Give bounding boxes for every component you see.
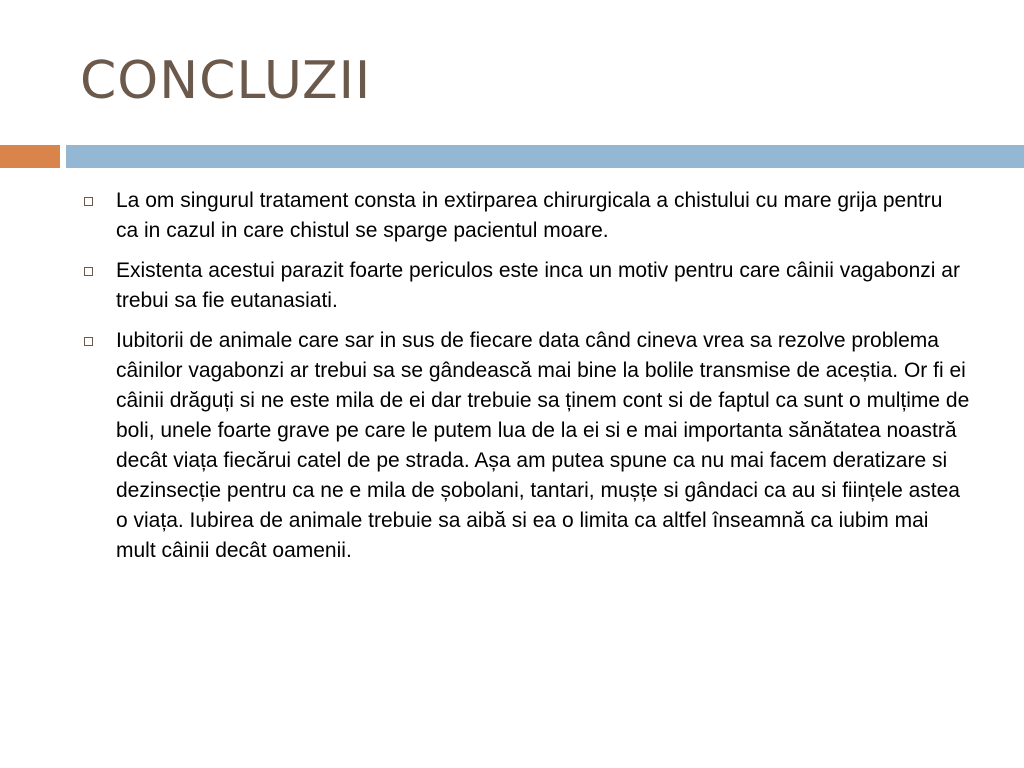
bullet-text: La om singurul tratament consta in extirparea chirurgicala a chistului cu mare grija pentru ca in cazul in care chistul se sparge pacientul moare.	[116, 189, 943, 242]
slide-title: CONCLUZII	[80, 51, 372, 111]
hollow-square-bullet-icon	[84, 337, 93, 346]
title-rule-accent-blue	[66, 145, 1024, 168]
hollow-square-bullet-icon	[84, 267, 93, 276]
bullet-list	[80, 186, 970, 576]
bullet-item	[80, 186, 970, 246]
bullet-item	[80, 326, 970, 566]
bullet-text: Iubitorii de animale care sar in sus de fiecare data când cineva vrea sa rezolve problema câinilor vagabonzi ar trebui sa se gândească mai bine la bolile transmise de aceștia. Or fi ei câinii drăguți si ne este mila de ei dar trebuie sa ținem cont si de faptul ca sunt o mulțime de boli, unele foarte grave pe care le putem lua de la ei si e mai importanta sănătatea noastră decât viața fiecărui catel de pe strada. Așa am putea spune ca nu mai facem deratizare si dezinsecție pentru ca ne e mila de șobolani, tantari, mușțe si gândaci ca au si ființele astea o viața. Iubirea de animale trebuie sa aibă si ea o limita ca altfel înseamnă ca iubim mai mult câinii decât oamenii.	[116, 329, 970, 562]
title-rule-accent-orange	[0, 145, 60, 168]
hollow-square-bullet-icon	[84, 197, 93, 206]
bullet-text: Existenta acestui parazit foarte periculos este inca un motiv pentru care câinii vagabonzi ar trebui sa fie eutanasiati.	[116, 259, 960, 312]
bullet-item	[80, 256, 970, 316]
